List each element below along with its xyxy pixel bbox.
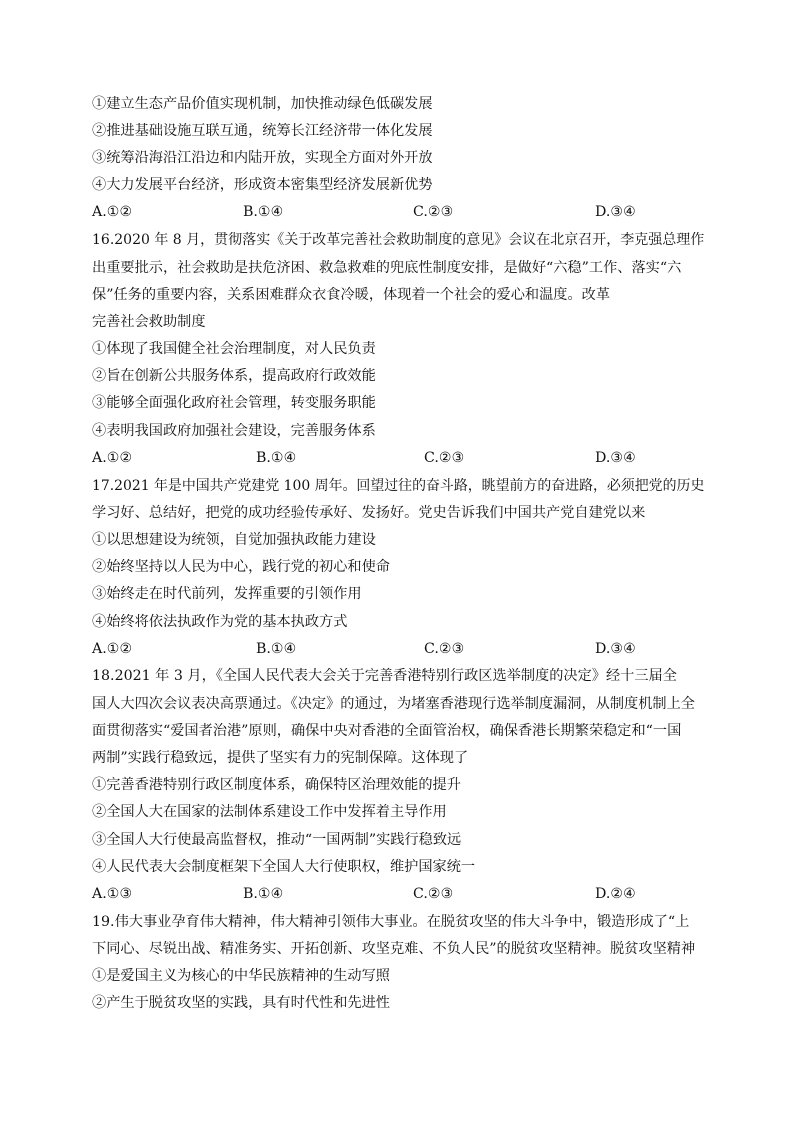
q17-item-3: ③始终走在时代前列，发挥重要的引领作用 [92,586,362,602]
q16-item-3: ③能够全面强化政府社会管理，转变服务职能 [92,395,376,411]
q17-item-1: ①以思想建设为统领，自觉加强执政能力建设 [92,532,376,548]
q16-option-b: B.①④ [256,450,297,466]
q17-stem-line-2: 学习好、总结好，把党的成功经验传承好、发扬好。党史告诉我们中国共产党自建党以来 [92,505,646,521]
q17-option-c: C.②③ [424,641,465,657]
q15-option-d: D.③④ [595,204,636,220]
q17-stem-line-1: 17.2021 年是中国共产党建党 100 周年。回望过往的奋斗路，眺望前方的奋进路，必须把党的历史 [92,478,705,494]
q17-item-2: ②始终坚持以人民为中心，践行党的初心和使命 [92,559,390,575]
q19-item-2: ②产生于脱贫攻坚的实践，具有时代性和先进性 [92,995,390,1011]
q16-stem-line-4: 完善社会救助制度 [92,314,206,330]
q15-item-2: ②推进基础设施互联互通，统筹长江经济带一体化发展 [92,123,433,139]
q18-option-a: A.①③ [92,886,133,902]
q15-item-4: ④大力发展平台经济，形成资本密集型经济发展新优势 [92,177,433,193]
q18-item-1: ①完善香港特别行政区制度体系，确保特区治理效能的提升 [92,777,461,793]
q16-option-c: C.②③ [424,450,465,466]
q18-option-c: C.②③ [413,886,454,902]
q18-item-2: ②全国人大在国家的法制体系建设工作中发挥着主导作用 [92,804,447,820]
q15-item-1: ①建立生态产品价值实现机制，加快推动绿色低碳发展 [92,96,433,112]
q16-option-a: A.①② [92,450,133,466]
q18-stem-line-1: 18.2021 年 3 月，《全国人民代表大会关于完善香港特别行政区选举制度的决定》经十三届全 [92,668,677,684]
q18-item-3: ③全国人大行使最高监督权，推动“一国两制”实践行稳致远 [92,832,462,848]
q15-option-c: C.②③ [413,204,454,220]
q15-option-a: A.①② [92,204,133,220]
q15-item-3: ③统筹沿海沿江沿边和内陆开放，实现全方面对外开放 [92,150,433,166]
q18-stem-line-2: 国人大四次会议表决高票通过。《决定》的通过，为堵塞香港现行选举制度漏洞，从制度机制上全 [92,696,695,712]
q16-stem-line-2: 出重要批示，社会救助是扶危济困、救急救难的兜底性制度安排，是做好“六稳”工作、落实“六 [92,260,682,276]
q19-item-1: ①是爱国主义为核心的中华民族精神的生动写照 [92,968,390,984]
q18-option-d: D.②④ [595,886,636,902]
q16-stem-line-3: 保”任务的重要内容，关系困难群众衣食冷暖，体现着一个社会的爱心和温度。改革 [92,287,611,303]
q17-option-a: A.①② [92,641,133,657]
q16-item-4: ④表明我国政府加强社会建设，完善服务体系 [92,423,376,439]
q16-item-1: ①体现了我国健全社会治理制度，对人民负责 [92,341,376,357]
q19-stem-line-2: 下同心、尽锐出战、精准务实、开拓创新、攻坚克难、不负人民”的脱贫攻坚精神。脱贫攻坚精神 [92,941,696,957]
q17-option-d: D.③④ [595,641,636,657]
q17-item-4: ④始终将依法执政作为党的基本执政方式 [92,614,348,630]
q16-item-2: ②旨在创新公共服务体系，提高政府行政效能 [92,368,376,384]
q17-option-b: B.①④ [256,641,297,657]
q15-option-b: B.①④ [243,204,284,220]
q16-option-d: D.③④ [595,450,636,466]
q18-stem-line-3: 面贯彻落实“爱国者治港”原则，确保中央对香港的全面管治权，确保香港长期繁荣稳定和“一国 [92,723,682,739]
q19-stem-line-1: 19.伟大事业孕育伟大精神，伟大精神引领伟大事业。在脱贫攻坚的伟大斗争中，锻造形成了“上 [92,914,690,930]
q18-item-4: ④人民代表大会制度框架下全国人大行使职权，维护国家统一 [92,859,476,875]
q18-stem-line-4: 两制”实践行稳致远，提供了坚实有力的宪制保障。这体现了 [92,750,469,766]
q18-option-b: B.①④ [243,886,284,902]
q16-stem-line-1: 16.2020 年 8 月，贯彻落实《关于改革完善社会救助制度的意见》会议在北京召开，李克强总理作 [92,232,705,248]
